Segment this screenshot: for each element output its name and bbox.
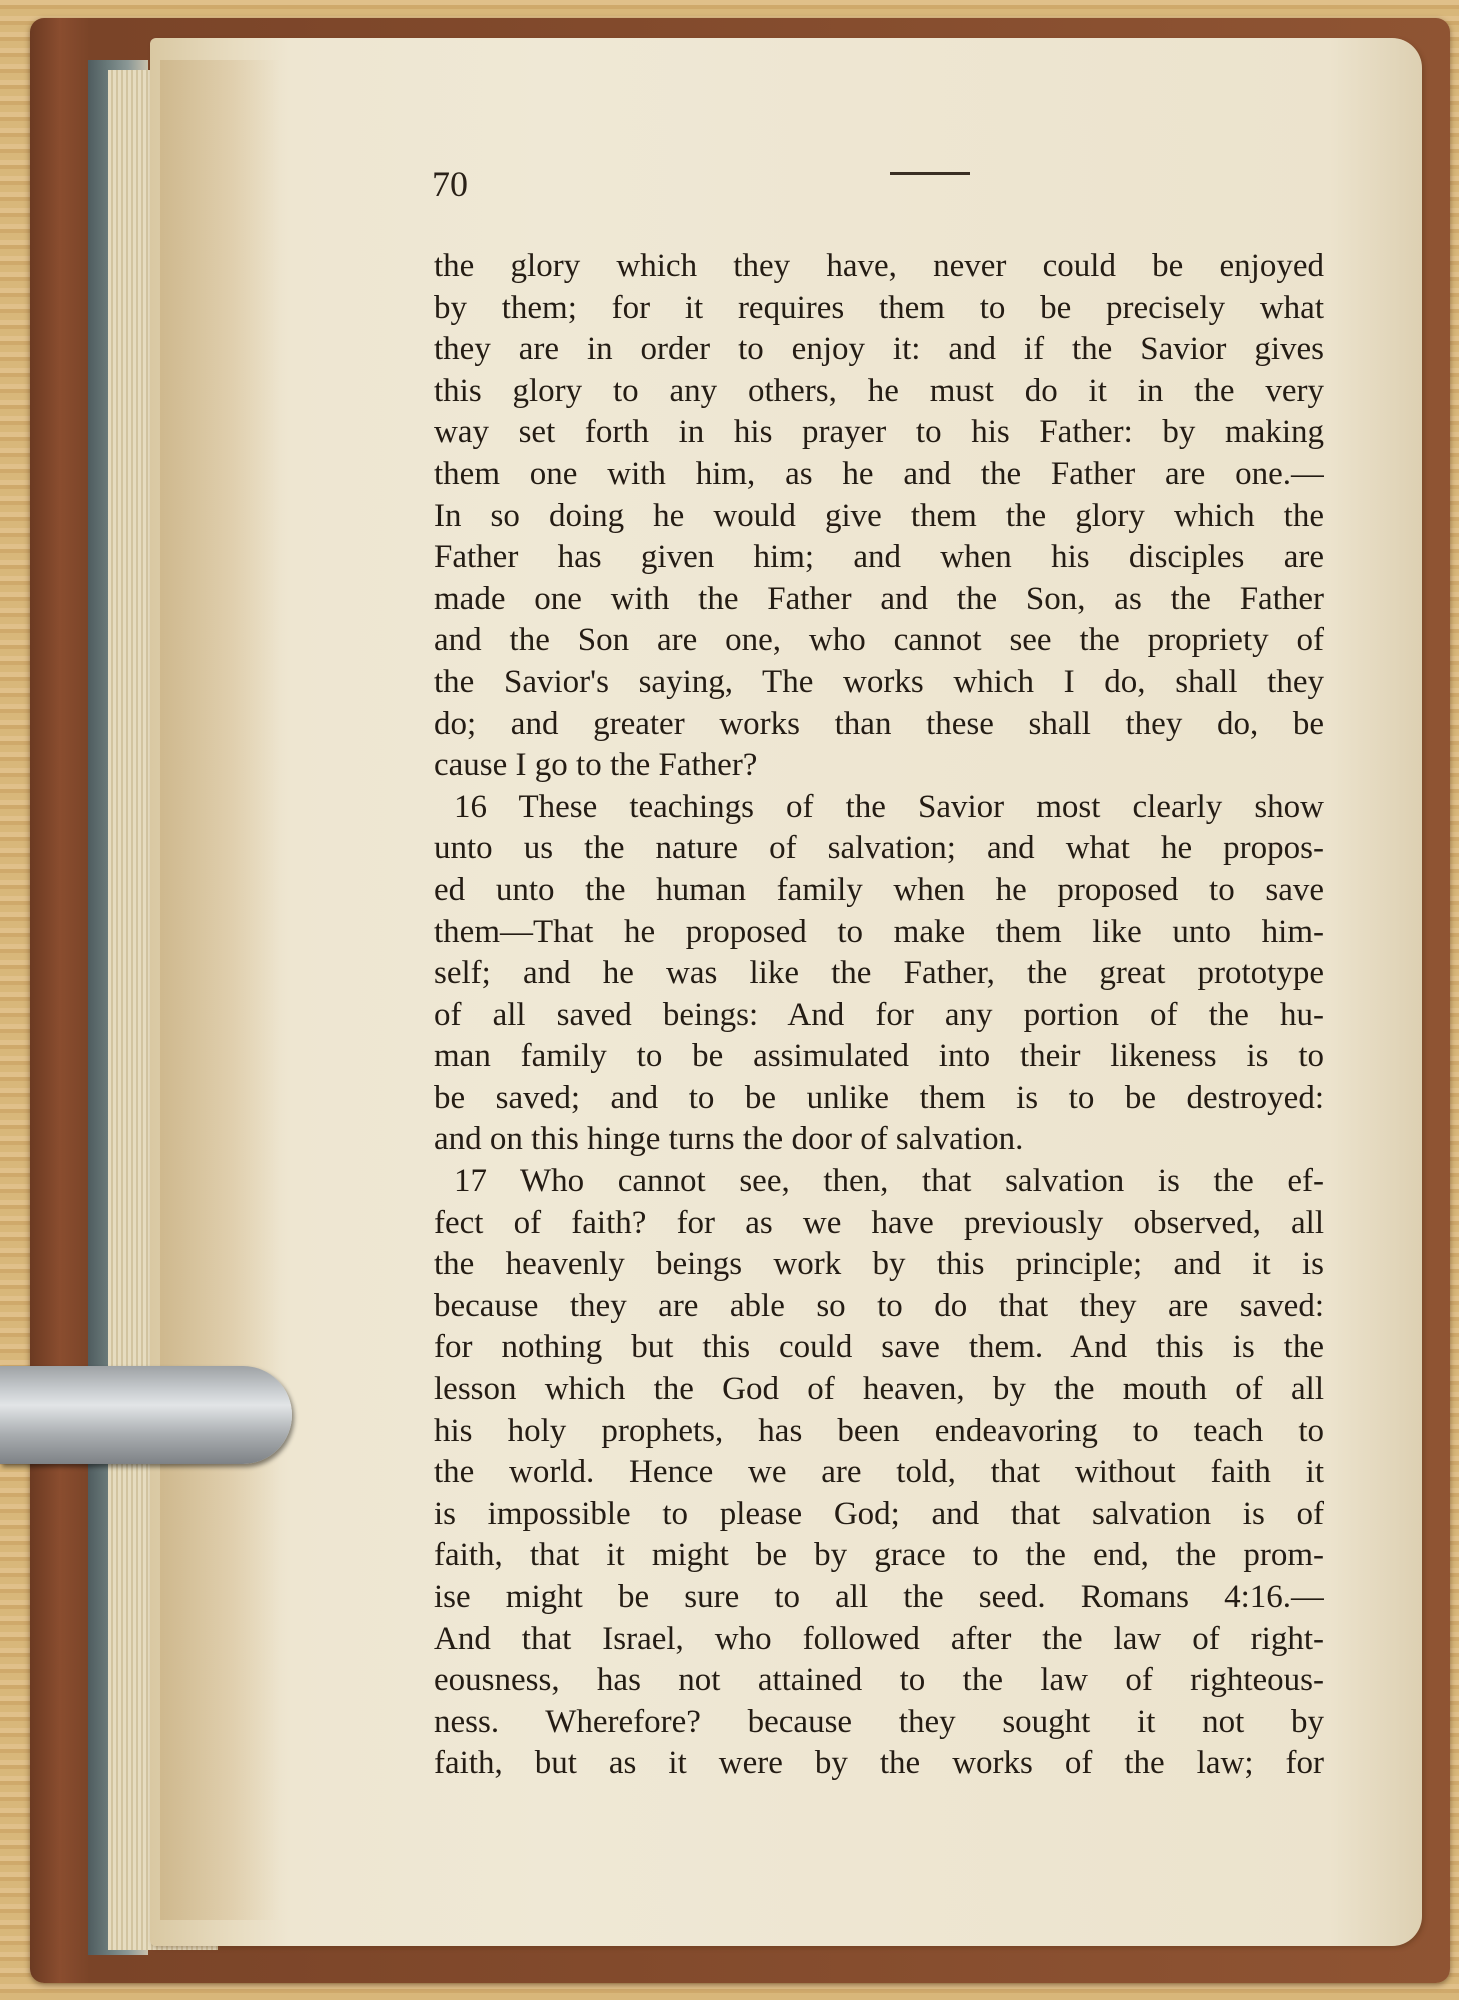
text-line: be saved; and to be unlike them is to be destroyed: [434, 1079, 1324, 1116]
text-line: ed unto the human family when he proposed to save [434, 871, 1324, 908]
text-line: And that Israel, who followed after the law of right- [434, 1620, 1324, 1657]
text-line: them—That he proposed to make them like unto him- [434, 913, 1324, 950]
text-line: lesson which the God of heaven, by the mouth of all [434, 1371, 1324, 1408]
text-line: self; and he was like the Father, the great prototype [434, 955, 1324, 992]
text-line: way set forth in his prayer to his Father: by making [434, 414, 1324, 451]
text-line: and the Son are one, who cannot see the propriety of [434, 622, 1324, 659]
text-line: and on this hinge turns the door of salvation. [434, 1121, 1024, 1158]
text-line: faith, that it might be by grace to the end, the prom- [434, 1537, 1324, 1574]
text-line: unto us the nature of salvation; and what he propos- [434, 830, 1324, 867]
text-line: is impossible to please God; and that salvation is of [434, 1495, 1324, 1532]
text-line: eousness, has not attained to the law of righteous- [434, 1662, 1324, 1699]
text-line: of all saved beings: And for any portion of the hu- [434, 996, 1324, 1033]
body-text [434, 246, 1324, 1785]
text-line: they are in order to enjoy it: and if the Savior gives [434, 331, 1324, 368]
page-number: 70 [432, 164, 468, 204]
text-line: his holy prophets, has been endeavoring to teach to [434, 1412, 1324, 1449]
text-line: the heavenly beings work by this principle; and it is [434, 1246, 1324, 1283]
text-line: for nothing but this could save them. And this is the [434, 1329, 1324, 1366]
text-line: fect of faith? for as we have previously observed, all [434, 1204, 1324, 1241]
text-line: 16 These teachings of the Savior most clearly show [454, 788, 1324, 825]
text-line: In so doing he would give them the glory which the [434, 497, 1324, 534]
text-line: them one with him, as he and the Father are one.— [434, 455, 1324, 492]
text-line: faith, but as it were by the works of the law; for [434, 1745, 1324, 1782]
gutter-stain [160, 60, 280, 1920]
text-line: the world. Hence we are told, that without faith it [434, 1454, 1324, 1491]
page-holder-blade [0, 1366, 292, 1464]
text-line: because they are able so to do that they are saved: [434, 1287, 1324, 1324]
text-line: the Savior's saying, The works which I do, shall they [434, 663, 1324, 700]
text-line: do; and greater works than these shall they do, be [434, 705, 1324, 742]
text-line: made one with the Father and the Son, as the Father [434, 580, 1324, 617]
text-line: this glory to any others, he must do it in the very [434, 372, 1324, 409]
text-line: ise might be sure to all the seed. Romans 4:16.— [434, 1579, 1324, 1615]
text-line: 17 Who cannot see, then, that salvation is the ef- [454, 1163, 1324, 1200]
text-line: the glory which they have, never could be enjoyed [434, 248, 1324, 284]
text-line: Father has given him; and when his disciples are [434, 539, 1324, 576]
text-line: ness. Wherefore? because they sought it not by [434, 1703, 1324, 1740]
text-line: by them; for it requires them to be precisely what [434, 289, 1324, 326]
text-line: cause I go to the Father? [434, 747, 758, 784]
text-line: man family to be assimulated into their likeness is to [434, 1038, 1324, 1075]
header-rule [890, 172, 970, 175]
